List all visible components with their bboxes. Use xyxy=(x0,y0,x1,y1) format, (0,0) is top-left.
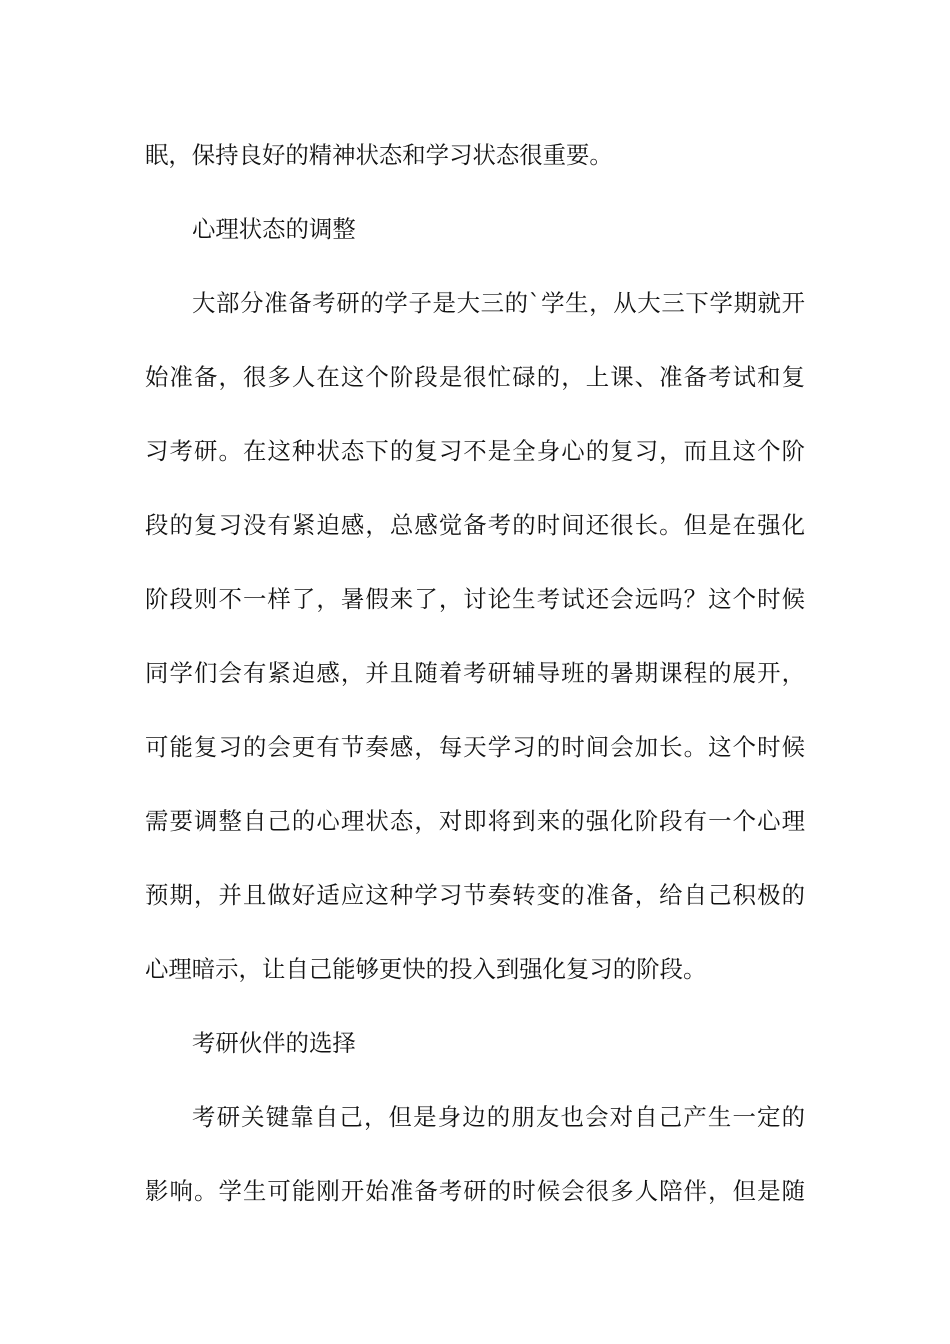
text-line: 可能复习的会更有节奏感，每天学习的时间会加长。这个时候 xyxy=(145,733,805,761)
text-line: 始准备，很多人在这个阶段是很忙碌的，上课、准备考试和复 xyxy=(145,363,805,391)
text-line: 大部分准备考研的学子是大三的`学生，从大三下学期就开 xyxy=(192,289,805,317)
section-heading: 考研伙伴的选择 xyxy=(192,1029,356,1057)
text-line: 眠，保持良好的精神状态和学习状态很重要。 xyxy=(145,141,613,169)
text-line: 需要调整自己的心理状态，对即将到来的强化阶段有一个心理 xyxy=(145,807,805,835)
text-line: 同学们会有紧迫感，并且随着考研辅导班的暑期课程的展开， xyxy=(145,659,805,687)
text-line: 影响。学生可能刚开始准备考研的时候会很多人陪伴，但是随 xyxy=(145,1177,805,1205)
text-line: 习考研。在这种状态下的复习不是全身心的复习，而且这个阶 xyxy=(145,437,805,465)
text-line: 段的复习没有紧迫感，总感觉备考的时间还很长。但是在强化 xyxy=(145,511,805,539)
text-line: 心理暗示，让自己能够更快的投入到强化复习的阶段。 xyxy=(145,955,707,983)
text-line: 考研关键靠自己，但是身边的朋友也会对自己产生一定的 xyxy=(192,1103,805,1131)
section-heading: 心理状态的调整 xyxy=(192,215,356,243)
text-line: 预期，并且做好适应这种学习节奏转变的准备，给自己积极的 xyxy=(145,881,805,909)
text-line: 阶段则不一样了，暑假来了，讨论生考试还会远吗？这个时候 xyxy=(145,585,805,613)
